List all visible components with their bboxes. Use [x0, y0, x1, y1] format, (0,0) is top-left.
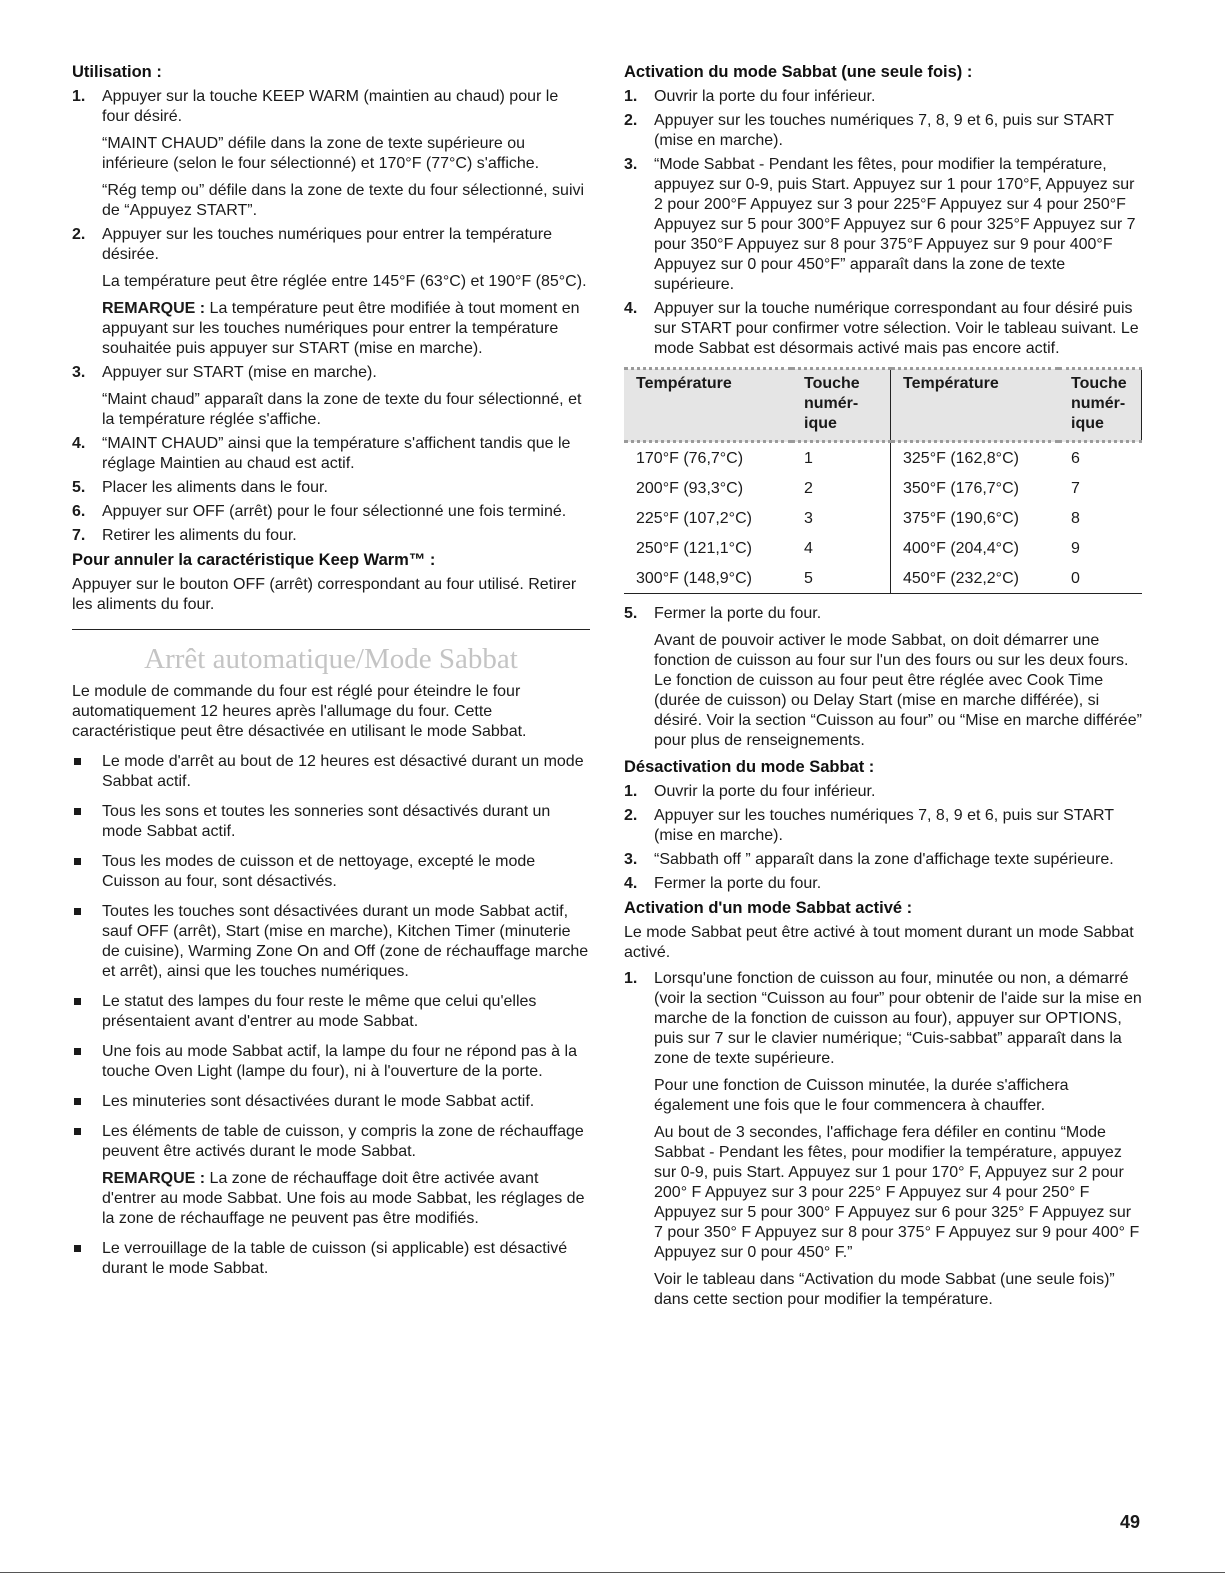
cancel-text: Appuyer sur le bouton OFF (arrêt) correspondant au four utilisé. Retirer les aliments du four.: [72, 576, 577, 613]
list-item: 3. “Mode Sabbat - Pendant les fêtes, pour modifier la température, appuyez sur 0-9, puis Start. Appuyez sur 1 pour 170°F, Appuyez sur 2 pour 200°F Appuyez sur 3 pour 225°F Appuyez sur 4 pour 250°F Appuyez sur 5 pour 300°F Appuyez sur 6 pour 325°F Appuyez sur 7 pour 350°F Appuyez sur 8 pour 375°F Appuyez sur 9 pour 400°F Appuyez sur 0 pour 450°F” apparaît dans la zone de texte supérieure.: [624, 156, 1136, 293]
list-item: Les éléments de table de cuisson, y compris la zone de réchauffage peuvent être activés durant le mode Sabbat. REMARQUE : La zone de réchauffage doit être activée avant d'entrer au mode Sabbat. Une fois au mode Sabbat, les réglages de la zone de réchauffage ne peuvent pas être modifiés.: [72, 1122, 590, 1229]
list-item: 2. Appuyer sur les touches numériques 7, 8, 9 et 6, puis sur START (mise en marche).: [624, 112, 1114, 149]
remark: REMARQUE : La température peut être modifiée à tout moment en appuyant sur les touches numériques pour entrer la température souhaitée puis appuyer sur START (mise en marche).: [102, 300, 580, 357]
table-cell: 4: [792, 533, 891, 563]
deactivation-heading: Désactivation du mode Sabbat :: [624, 758, 875, 776]
column-header: Touche numér- ique: [1059, 369, 1142, 442]
bullet-icon: [74, 858, 81, 865]
list-item: Tous les modes de cuisson et de nettoyage, excepté le mode Cuisson au four, sont désactivés.: [72, 852, 590, 892]
bottom-border: [0, 1572, 1225, 1573]
list-item: Les minuteries sont désactivées durant le mode Sabbat actif.: [72, 1092, 590, 1112]
bullet-icon: [74, 1128, 81, 1135]
table-cell: 200°F (93,3°C): [636, 480, 744, 497]
column-header: Température: [624, 369, 792, 442]
table-cell: 250°F (121,1°C): [636, 540, 752, 557]
list-item: 3. Appuyer sur START (mise en marche). “Maint chaud” apparaît dans la zone de texte du four sélectionné, et la température réglée s'affiche.: [72, 363, 590, 430]
bullet-icon: [74, 908, 81, 915]
cancel-heading: Pour annuler la caractéristique Keep Warm™ :: [72, 551, 436, 569]
list-item: 1. Lorsqu'une fonction de cuisson au four, minutée ou non, a démarré (voir la section “Cuisson au four” pour obtenir de l'aide sur la mise en marche de la fonction de cuisson au four), appuyer sur OPTIONS, puis sur 7 sur le clavier numérique; “Cuis-sabbat” apparaît dans la zone de texte supérieure. Pour une fonction de Cuisson minutée, la durée s'affichera également une fois que le four commencera à chauffer. Au bout de 3 secondes, l'affichage fera défiler en continu “Mode Sabbat - Pendant les fêtes, pour modifier la température, appuyez sur 0-9, puis Start. Appuyez sur 1 pour 170° F, Appuyez sur 2 pour 200° F Appuyez sur 3 pour 225° F Appuyez sur 4 pour 250° F Appuyez sur 5 pour 300° F Appuyez sur 6 pour 325° F Appuyez sur 7 pour 350° F Appuyez sur 8 pour 375° F Appuyez sur 9 pour 400° F Appuyez sur 0 pour 450° F.” Voir le tableau dans “Activation du mode Sabbat (une seule fois)” dans cette section pour modifier la température.: [624, 969, 1144, 1310]
bullet-icon: [74, 758, 81, 765]
step-text: Appuyer sur la touche KEEP WARM (maintien au chaud) pour le four désiré.: [102, 88, 559, 125]
step-text: Retirer les aliments du four.: [102, 527, 297, 544]
list-item: 5. Placer les aliments dans le four.: [72, 479, 328, 496]
activated-steps: [624, 969, 1144, 1310]
activated-intro: Le mode Sabbat peut être activé à tout moment durant un mode Sabbat activé.: [624, 924, 1134, 961]
step-text: Appuyer sur OFF (arrêt) pour le four sélectionné une fois terminé.: [102, 503, 567, 520]
utilisation-steps: [72, 87, 590, 546]
step-text: Appuyer sur les touches numériques pour entrer la température désirée.: [102, 226, 553, 263]
bullet-icon: [74, 1048, 81, 1055]
sabbath-bullets: [72, 752, 590, 1279]
table-cell: 1: [792, 442, 891, 474]
table-row: [624, 503, 1142, 533]
step-text: Placer les aliments dans le four.: [102, 479, 328, 496]
list-item: 4. Appuyer sur la touche numérique correspondant au four désiré puis sur START pour confirmer votre sélection. Voir le tableau suivant. Le mode Sabbat est désormais activé mais pas encore actif.: [624, 300, 1139, 357]
list-item: Toutes les touches sont désactivées durant un mode Sabbat actif, sauf OFF (arrêt), Start (mise en marche), Kitchen Timer (minuterie de cuisine), Warming Zone On and Off (zone de réchauffage marche et arrêt), ainsi que les touches numériques.: [72, 902, 590, 982]
table-cell: 350°F (176,7°C): [903, 480, 1019, 497]
table-cell: 6: [1071, 450, 1080, 467]
table-cell: 225°F (107,2°C): [636, 510, 752, 527]
deactivation-steps: [624, 782, 1144, 894]
step-sub: Voir le tableau dans “Activation du mode Sabbat (une seule fois)” dans cette section pour modifier la température.: [654, 1271, 1115, 1308]
bullet-icon: [74, 1098, 81, 1105]
list-item: 5. Fermer la porte du four. Avant de pouvoir activer le mode Sabbat, on doit démarrer une fonction de cuisson au four sur l'un des fours ou sur les deux fours. Le fonction de cuisson au four peut être réglée avec Cook Time (durée de cuisson) ou Delay Start (mise en marche différée), si désiré. Voir la section “Cuisson au four” ou “Mise en marche différée” pour plus de renseignements.: [624, 604, 1144, 751]
table-header-row: [624, 369, 1142, 442]
step-text: “MAINT CHAUD” ainsi que la température s'affichent tandis que le réglage Maintien au chaud est actif.: [102, 435, 571, 472]
section-divider: [72, 629, 590, 630]
step-sub: “Rég temp ou” défile dans la zone de texte du four sélectionné, suivi de “Appuyez START”.: [102, 182, 585, 219]
activation-steps: [624, 87, 1144, 359]
step-sub: Au bout de 3 secondes, l'affichage fera défiler en continu “Mode Sabbat - Pendant les fêtes, pour modifier la température, appuyez sur 0-9, puis Start. Appuyez sur 1 pour 170° F, Appuyez sur 2 pour 200° F Appuyez sur 3 pour 225° F Appuyez sur 4 pour 250° F Appuyez sur 5 pour 300° F Appuyez sur 6 pour 325° F Appuyez sur 7 pour 350° F Appuyez sur 8 pour 375° F Appuyez sur 9 pour 400° F Appuyez sur 0 pour 450° F.”: [654, 1124, 1140, 1261]
table-cell: 3: [792, 503, 891, 533]
bullet-icon: [74, 998, 81, 1005]
table-cell: 8: [1071, 510, 1080, 527]
list-item: Une fois au mode Sabbat actif, la lampe du four ne répond pas à la touche Oven Light (lampe du four), ni à l'ouverture de la porte.: [72, 1042, 590, 1082]
list-item: 1. Ouvrir la porte du four inférieur.: [624, 783, 876, 800]
table-cell: 375°F (190,6°C): [903, 510, 1019, 527]
section-title: Arrêt automatique/Mode Sabbat: [144, 643, 518, 675]
list-item: 4. “MAINT CHAUD” ainsi que la température s'affichent tandis que le réglage Maintien au chaud est actif.: [72, 435, 571, 472]
activation-heading: Activation du mode Sabbat (une seule fois) :: [624, 63, 973, 81]
step-sub: “MAINT CHAUD” défile dans la zone de texte supérieure ou inférieure (selon le four sélectionné) et 170°F (77°C) s'affiche.: [102, 135, 540, 172]
list-item: Le statut des lampes du four reste le même que celui qu'elles présentaient avant d'entrer au mode Sabbat.: [72, 992, 590, 1032]
list-item: 1. Appuyer sur la touche KEEP WARM (maintien au chaud) pour le four désiré. “MAINT CHAUD” défile dans la zone de texte supérieure ou inférieure (selon le four sélectionné) et 170°F (77°C) s'affiche. “Rég temp ou” défile dans la zone de texte du four sélectionné, suivi de “Appuyez START”.: [72, 87, 590, 221]
step-sub: Avant de pouvoir activer le mode Sabbat, on doit démarrer une fonction de cuisson au four sur l'un des fours ou sur les deux fours. Le fonction de cuisson au four peut être réglée avec Cook Time (durée de cuisson) ou Delay Start (mise en marche différée), si désiré. Voir la section “Cuisson au four” ou “Mise en marche différée” pour plus de renseignements.: [654, 632, 1142, 749]
list-item: 2. Appuyer sur les touches numériques pour entrer la température désirée. La température peut être réglée entre 145°F (63°C) et 190°F (85°C). REMARQUE : La température peut être modifiée à tout moment en appuyant sur les touches numériques pour entrer la température souhaitée puis appuyer sur START (mise en marche).: [72, 225, 590, 359]
utilisation-heading: Utilisation :: [72, 63, 162, 81]
list-item: 3. “Sabbath off ” apparaît dans la zone d'affichage texte supérieure.: [624, 851, 1114, 868]
step-sub: Pour une fonction de Cuisson minutée, la durée s'affichera également une fois que le four commencera à chauffer.: [654, 1077, 1069, 1114]
list-item: 4. Fermer la porte du four.: [624, 875, 822, 892]
page-number: 49: [1119, 1512, 1140, 1532]
list-item: Le verrouillage de la table de cuisson (si applicable) est désactivé durant le mode Sabbat.: [72, 1239, 590, 1279]
bullet-icon: [74, 1245, 81, 1252]
temperature-table: [624, 367, 1142, 594]
table-cell: 450°F (232,2°C): [891, 563, 1060, 594]
activation-steps-continued: [624, 604, 1144, 751]
table-row: [624, 533, 1142, 563]
step-sub: La température peut être réglée entre 145°F (63°C) et 190°F (85°C).: [102, 273, 587, 290]
right-column: [624, 62, 1144, 1314]
column-header: Température: [891, 369, 1060, 442]
table-cell: 9: [1071, 540, 1080, 557]
table-cell: 300°F (148,9°C): [624, 563, 792, 594]
table-row: [624, 563, 1142, 594]
list-item: 1. Ouvrir la porte du four inférieur.: [624, 88, 876, 105]
bullet-icon: [74, 808, 81, 815]
step-sub: “Maint chaud” apparaît dans la zone de texte du four sélectionné, et la température réglée s'affiche.: [102, 391, 582, 428]
list-item: Le mode d'arrêt au bout de 12 heures est désactivé durant un mode Sabbat actif.: [72, 752, 590, 792]
step-text: Appuyer sur START (mise en marche).: [102, 364, 377, 381]
table-cell: 325°F (162,8°C): [903, 450, 1019, 467]
left-column: [72, 62, 590, 1289]
table-cell: 5: [792, 563, 891, 594]
section-intro: Le module de commande du four est réglé pour éteindre le four automatiquement 12 heures après l'allumage du four. Cette caractéristique peut être désactivée en utilisant le mode Sabbat.: [72, 683, 527, 740]
table-cell: 2: [792, 473, 891, 503]
column-header: Touche numér- ique: [792, 369, 891, 442]
list-item: 6. Appuyer sur OFF (arrêt) pour le four sélectionné une fois terminé.: [72, 503, 567, 520]
remark: REMARQUE : La zone de réchauffage doit être activée avant d'entrer au mode Sabbat. Une fois au mode Sabbat, les réglages de la zone de réchauffage ne peuvent pas être modifiés.: [102, 1170, 585, 1227]
table-row: [624, 473, 1142, 503]
list-item: 7. Retirer les aliments du four.: [72, 527, 297, 544]
table-cell: 400°F (204,4°C): [903, 540, 1019, 557]
list-item: Tous les sons et toutes les sonneries sont désactivés durant un mode Sabbat actif.: [72, 802, 590, 842]
table-row: [624, 442, 1142, 474]
table-cell: 170°F (76,7°C): [636, 450, 744, 467]
list-item: 2. Appuyer sur les touches numériques 7, 8, 9 et 6, puis sur START (mise en marche).: [624, 807, 1114, 844]
table-cell: 7: [1071, 480, 1080, 497]
activated-heading: Activation d'un mode Sabbat activé :: [624, 899, 913, 917]
table-cell: 0: [1059, 563, 1142, 594]
